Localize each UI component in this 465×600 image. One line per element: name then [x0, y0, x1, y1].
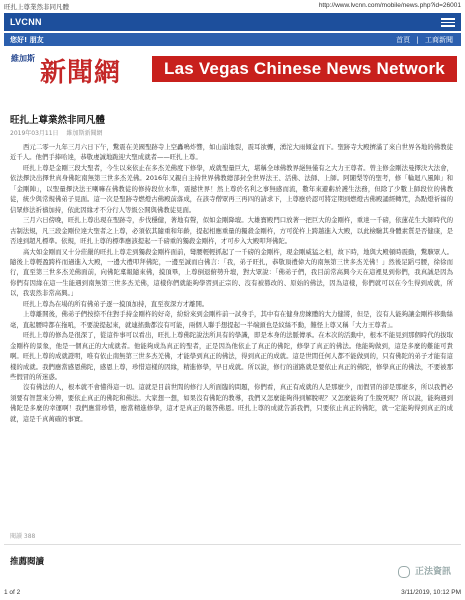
nav-link-business-news[interactable]: 工商新聞: [425, 36, 453, 44]
print-page-number: 1 of 2: [4, 589, 21, 596]
article-source: 維加斯新聞網: [66, 130, 103, 137]
article-date: 2019年03月11日: [10, 130, 59, 137]
nav-links: [392, 35, 453, 45]
sub-navbar: [4, 33, 461, 46]
banner-english-name: Las Vegas Chinese News Network: [152, 56, 457, 82]
view-count: 閱讀 388: [10, 533, 36, 540]
banner-chinese-name: 新聞網: [40, 58, 122, 88]
banner-seal-logo: 維加斯: [11, 53, 35, 63]
article-paragraph: 三月六日傍晚，旺扎上尊出現在聖跡寺，步伐穩健，著地有聲，似如金剛降壇。大雄寶殿門口放著一把巨大的金剛杵，重達一千磅，依蓮花生大師時代的古制法規，凡三段金剛位達大聖者之上尊，必須依其隨重和年齡，提起相應重量的獨殺金剛杵，方可從杵上跨越進入大殿，以此檢驗其身體素質是否健康，是否達到超凡標準。依規，旺扎上尊的標準應該提起一千磅重的獨殺金剛杵，才可步入大殿叩拜佛陀。: [10, 216, 453, 246]
article-paragraph: 沒有佛法的人，根本就不會懂得這一切。這就是目前世間的修行人所面臨的問題，你們看，真正有成就的人是那麼少，而假冒的卻是那麼多，所以我們必須要有智慧來分辨，要依止真正的佛陀和佛法。大家想一想，如果沒有佛陀的教導，我們又怎麼能夠得到解脫呢？又怎麼能夠了生脫死呢？所以說，能夠遇到佛陀是多麼的幸運啊！我們應當珍惜，應當精進修學，這才是真正的報答佛恩。旺扎上尊的成就告訴我們，只要依止真正的佛陀，就一定能夠得到真正的成就，這是千真萬確的事實。: [10, 383, 453, 423]
recommended-section: [4, 544, 461, 568]
print-page-title: 旺扎上尊業然非同凡體: [4, 4, 69, 11]
site-logo[interactable]: LVCNN: [10, 17, 42, 27]
watermark-text: 正法資訊: [414, 567, 451, 577]
recommended-heading: 推薦閱讀: [10, 557, 45, 567]
print-timestamp: 3/11/2019, 10:12 PM: [401, 589, 461, 596]
greeting-text: 您好! 朋友: [10, 36, 44, 44]
nav-link-home[interactable]: 首頁: [396, 36, 411, 44]
article-paragraph: 上尊離開後，佛弟子們按捺不住對手持金剛杵的好奇，紛紛來到金剛杵前一試身手，其中有在健身房練體的大力健將，但是，沒有人能夠讓金剛杵移動絲毫，直起腰時都在拖吼，不要說提起來，就連搖動都沒有可能，兩個人聯手想提起一半端頭也是紋絲不動，難怪上尊又稱「大力王尊者」。: [10, 310, 453, 329]
watermark: [398, 564, 451, 578]
article-paragraph: 旺扎上尊的修為是很深了，從這件事可以看出，旺扎上尊佛陀說法所具有的學識，即是本身的法脈傳承。在本次的活動中，根本不能見到那個時代的拔取金剛杵的景象，他是一個真正的大成就者。他能夠成為真正的聖者，正是因為他依止了真正的佛陀，修學了真正的佛法。他能夠做到，這是多麼的難能可貴啊。旺扎上尊的成就證明，唯有依止南無第三世多杰羌佛，才能學到真正的佛法，得到真正的成就。這是世間任何人都不能做到的，只有佛陀的弟子才能有這樣的成就。我們應當感恩佛陀，感恩上尊，珍惜這樣的因緣，精進修學，早日成就。所以說，修行的道路就是要依止真正的佛陀，修學真正的佛法，不要被那些假冒的所迷惑。: [10, 331, 453, 381]
site-banner[interactable]: [8, 52, 457, 88]
article-body: [10, 142, 453, 424]
article-title: 旺扎上尊業然非同凡體: [10, 115, 106, 126]
article-meta: [10, 128, 108, 137]
print-footer: [4, 586, 461, 596]
article-paragraph: 西元二零一九年三月六日下午，驚震在美國聖跡寺上空轟鳴炸響，如山崩地裂，震耳欲聾，湧沱大雨傾盆而下。聖跡寺大殿擠滿了來自世界各地的佛教徒近千人。他們手捧哈達，恭敬虔誠地跪迎大聖成就者——旺扎上尊。: [10, 143, 453, 162]
top-navbar: [4, 13, 461, 31]
article-paragraph: 旺扎上尊為在場的所有佛弟子逐一摸頂加持，直至夜深方才離開。: [23, 299, 209, 308]
article-paragraph: 高大如金剛而又十分莊嚴的旺扎上尊走到獨殺金剛杵面前，彎腰輕輕抓起了一千磅的金剛杵，現金剛威猛之相，故下時，地與大殿頓時震動，驚駭眾人。隨後上尊輕盈跨杵而過進入大殿，一邊大禮叩拜佛陀，一邊至誠而白佛言：「我，弟子旺扎，恭敬頂禮偉大的南無第三世多杰羌佛！」然後足蹈弓腰，徐徐而行，直至第三世多杰羌佛面前，向佛陀稟報隨來佛，摸頂畢，上尊倒退俯勢升壇，對大眾說：「佛弟子們，我目前常高興今天在這裡見到你們，我真誠是因為你們有因緣在這一生能遇到南無第三世多杰羌佛，這樣你們就能夠學習到正宗的、沒有被篡改的、原始的佛法，因為這樣，你們就可以在今生得到成就，所以，我衷然非常高興。」: [10, 247, 453, 298]
hamburger-menu-icon[interactable]: [441, 16, 455, 28]
print-page-url[interactable]: http://www.lvcnn.com/mobile/news.php?id=26001: [318, 2, 461, 9]
article-paragraph: 旺扎上尊是金剛三段大聖者，今生以來依止在多杰羌佛度下修學，成就聖量巨大，堪稱全球佛教界絕無僅有之大力王尊者。曾主修金剛法曼擇決大法會，依法擇決出擇世真身佛陀南無第三世多杰羌佛。2016年又親自主持世界佛教總部封全世界法王、活佛、法師、上師。阿闍梨等的聖考，修「輪迴八風陣」和「金剛陣」，以聖量擇決法王喇嘛在佛教徒的修持段位水準，震撼世界！然上尊於名利之事無感而流，數年來避虧於護生法務，但除了少數上師段位的佛教徒，統少與常規佛弟子見面。這一次是聖跡寺燃燈古佛殿前落成，在該寺僧眾再三再四的請求下，上尊應於認可將定期到燃燈古佛殿誦經轉咒，為點燈祈福的信眾修法祈禱加持，依此因緣才不分行人等級公開與佛教徒見面。: [10, 163, 453, 214]
watermark-logo-icon: [398, 566, 410, 578]
nav-divider: |: [416, 36, 419, 44]
print-header: [4, 2, 461, 12]
